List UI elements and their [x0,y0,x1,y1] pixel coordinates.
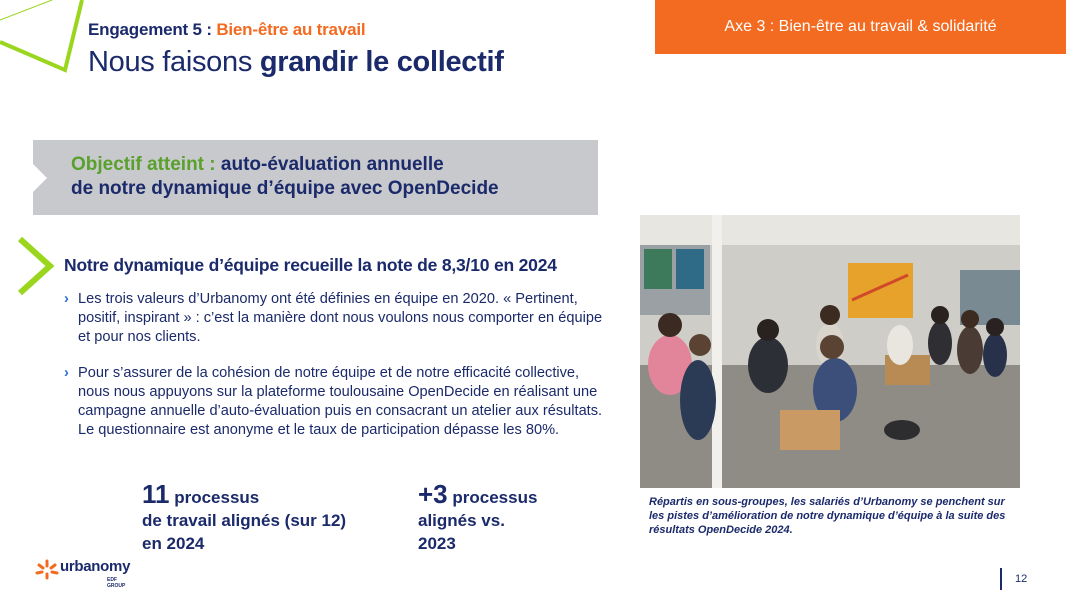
page-heading [88,20,504,79]
chevron-bullet-icon: › [64,365,69,381]
page-number-divider [1000,568,1002,590]
page-title: Nous faisons grandir le collectif [88,46,504,78]
list-item: › Pour s’assurer de la cohésion de notre équipe et de notre efficacité collective, nous nous appuyons sur la plateforme toulousaine OpenDecide en réalisant une campagne annuelle d’auto-évaluation puis en consacrant un atelier aux résultats. Le questionnaire est anonyme et le taux de participation dépasse les 80%. [64,365,603,438]
engagement-label: Engagement 5 : Bien-être au travail [88,20,366,39]
objective-prefix: Objectif atteint : [71,154,221,175]
urbanomy-logo-icon [34,558,60,582]
axe-banner: Axe 3 : Bien-être au travail & solidarité [655,0,1066,54]
objective-band [33,140,598,215]
photo-caption: Répartis en sous-groupes, les salariés d’Urbanomy se penchent sur les pistes d’amélioration de notre dynamique d’équipe à la suite des résultats OpenDecide 2024. [649,496,1006,536]
logo-wordmark: urbanomy [60,558,131,575]
chevron-right-icon [16,235,56,297]
urbanomy-logo [34,558,131,589]
stat-processes-2024: 11 processus de travail alignés (sur 12) en 2024 [142,479,347,553]
engagement-topic: Bien-être au travail [216,20,366,39]
bullet-list [64,290,604,457]
list-item: › Les trois valeurs d’Urbanomy ont été définies en équipe en 2020. « Pertinent, positif, inspirant » : c’est la manière dont nous voulons nous comporter en équipe et pour nos clients. [64,291,603,345]
stat-processes-progress: +3 processus alignés vs. 2023 [418,479,538,553]
chevron-bullet-icon: › [64,291,69,307]
logo-subtitle: EDF GROUP [107,577,126,589]
objective-text: Objectif atteint : auto-évaluation annuelle de notre dynamique d’équipe avec OpenDecide [71,154,499,199]
score-headline: Notre dynamique d’équipe recueille la note de 8,3/10 en 2024 [64,255,557,275]
decorative-lines [0,0,90,80]
band-notch [33,164,47,192]
page-number: 12 [1015,573,1028,585]
team-workshop-photo [640,215,1020,488]
